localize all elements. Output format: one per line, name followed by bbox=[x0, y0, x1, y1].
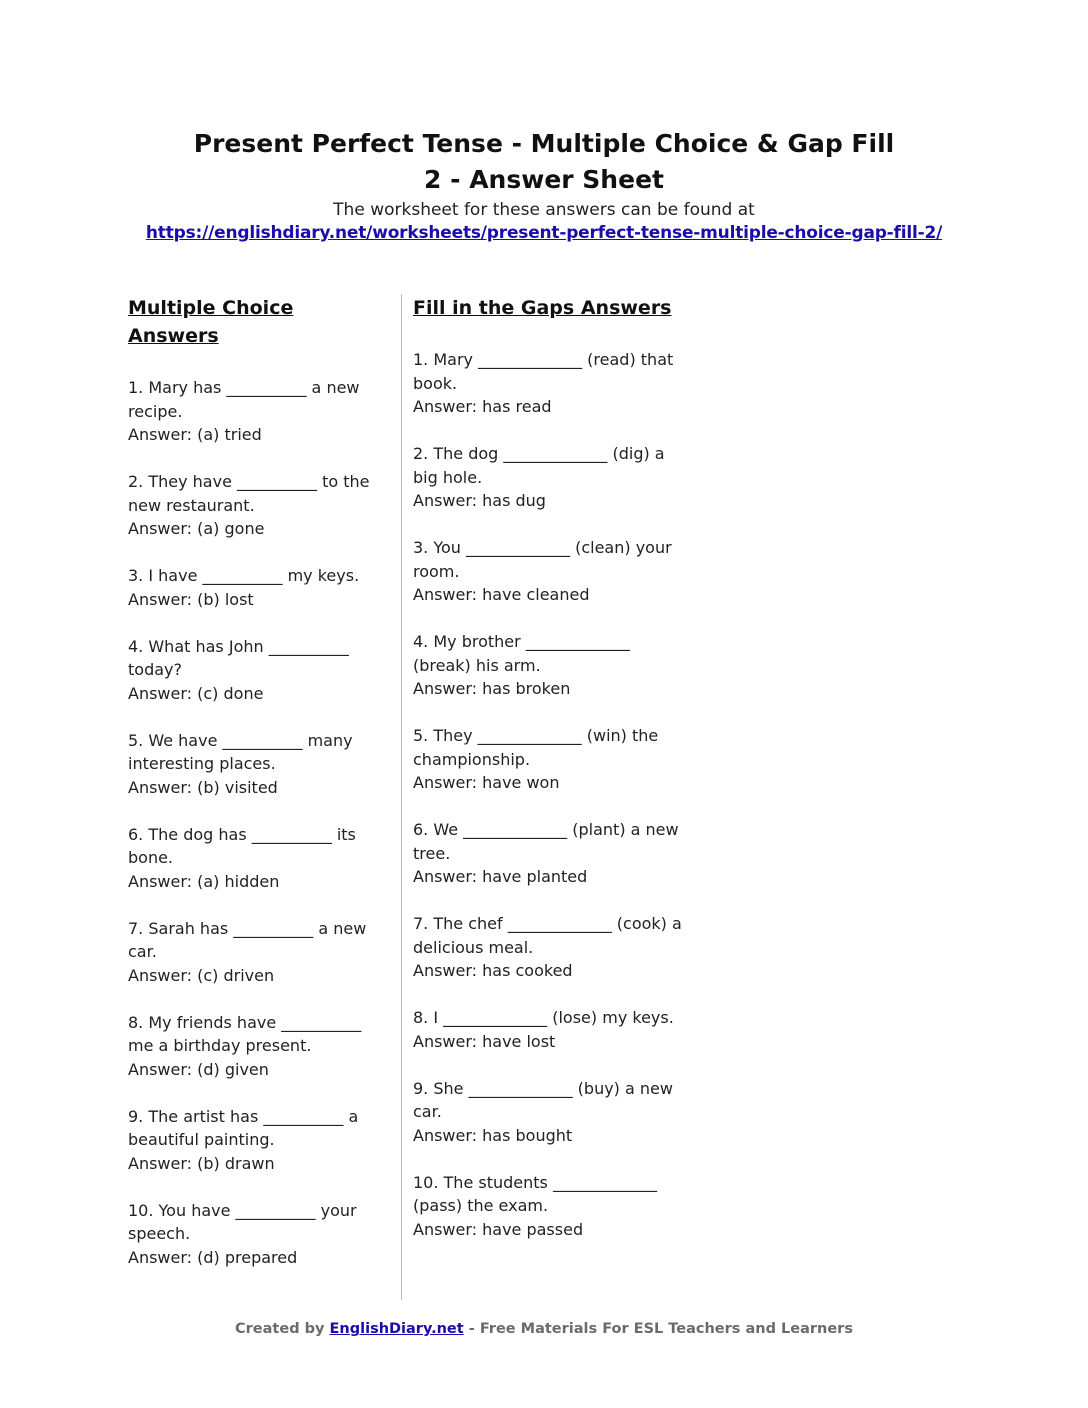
question-text: 7. The chef _____________ (cook) a delicious meal. bbox=[413, 914, 682, 957]
list-item bbox=[413, 912, 688, 983]
question-text: 3. I have __________ my keys. bbox=[128, 566, 360, 585]
question-text: 6. The dog has __________ its bone. bbox=[128, 824, 356, 867]
answer-text: Answer: have passed bbox=[413, 1219, 584, 1239]
gap-fill-column bbox=[413, 294, 688, 1265]
list-item bbox=[128, 729, 390, 800]
list-item bbox=[413, 724, 688, 795]
question-text: 2. The dog _____________ (dig) a big hole. bbox=[413, 444, 665, 487]
list-item bbox=[413, 442, 688, 513]
list-item bbox=[413, 348, 688, 419]
page-subtitle: The worksheet for these answers can be found at bbox=[333, 200, 755, 220]
page-title: Present Perfect Tense - Multiple Choice & Gap Fill 2 - Answer Sheet bbox=[193, 129, 895, 194]
multiple-choice-heading: Multiple Choice Answers bbox=[128, 297, 294, 347]
list-item bbox=[413, 1077, 688, 1148]
footer-suffix: - Free Materials For ESL Teachers and Learners bbox=[468, 1321, 853, 1337]
answer-text: Answer: has read bbox=[413, 397, 552, 416]
answer-text: Answer: (c) driven bbox=[128, 965, 275, 985]
answer-text: Answer: (a) gone bbox=[128, 519, 265, 538]
answer-text: Answer: has bought bbox=[413, 1125, 573, 1145]
question-text: 9. The artist has __________ a beautiful painting. bbox=[128, 1106, 359, 1149]
list-item bbox=[128, 823, 390, 894]
list-item bbox=[413, 630, 688, 701]
answer-text: Answer: (a) hidden bbox=[128, 871, 280, 891]
answer-text: Answer: has dug bbox=[413, 491, 546, 510]
gap-fill-heading: Fill in the Gaps Answers bbox=[413, 297, 672, 319]
question-text: 1. Mary _____________ (read) that book. bbox=[413, 350, 674, 393]
answer-text: Answer: (b) drawn bbox=[128, 1153, 275, 1173]
answer-text: Answer: (d) given bbox=[128, 1059, 269, 1079]
question-text: 1. Mary has __________ a new recipe. bbox=[128, 378, 360, 421]
footer-prefix: Created by bbox=[235, 1321, 325, 1337]
question-text: 5. They _____________ (win) the championship. bbox=[413, 726, 659, 769]
question-text: 7. Sarah has __________ a new car. bbox=[128, 918, 367, 961]
list-item bbox=[128, 635, 390, 706]
question-text: 10. The students _____________ (pass) the exam. bbox=[413, 1172, 657, 1215]
question-text: 5. We have __________ many interesting places. bbox=[128, 730, 353, 773]
multiple-choice-column bbox=[128, 294, 390, 1293]
list-item bbox=[128, 1011, 390, 1082]
answer-text: Answer: (a) tried bbox=[128, 425, 262, 444]
answer-text: Answer: (b) visited bbox=[128, 777, 278, 797]
question-text: 9. She _____________ (buy) a new car. bbox=[413, 1078, 673, 1121]
question-text: 2. They have __________ to the new restaurant. bbox=[128, 472, 370, 515]
answer-text: Answer: has broken bbox=[413, 679, 571, 698]
answer-text: Answer: has cooked bbox=[413, 961, 573, 980]
answer-text: Answer: have cleaned bbox=[413, 585, 590, 604]
list-item bbox=[413, 536, 688, 607]
question-text: 4. My brother _____________ (break) his arm. bbox=[413, 632, 630, 675]
answer-text: Answer: have lost bbox=[413, 1031, 556, 1051]
footer-brand-link[interactable]: EnglishDiary.net bbox=[329, 1321, 464, 1337]
question-text: 8. My friends have __________ me a birthday present. bbox=[128, 1012, 362, 1055]
list-item bbox=[413, 1006, 688, 1053]
list-item bbox=[128, 1199, 390, 1270]
list-item bbox=[128, 917, 390, 988]
answer-text: Answer: (d) prepared bbox=[128, 1247, 298, 1267]
worksheet-link[interactable]: https://englishdiary.net/worksheets/present-perfect-tense-multiple-choice-gap-fill-2/ bbox=[145, 223, 943, 243]
answer-text: Answer: have won bbox=[413, 773, 560, 792]
question-text: 4. What has John __________ today? bbox=[128, 636, 349, 679]
answer-text: Answer: (b) lost bbox=[128, 589, 254, 609]
answer-text: Answer: have planted bbox=[413, 867, 588, 886]
question-text: 3. You _____________ (clean) your room. bbox=[413, 538, 672, 581]
question-text: 8. I _____________ (lose) my keys. bbox=[413, 1008, 674, 1027]
footer bbox=[0, 1321, 1088, 1337]
question-text: 10. You have __________ your speech. bbox=[128, 1200, 357, 1243]
list-item bbox=[128, 376, 390, 447]
list-item bbox=[128, 1105, 390, 1176]
question-text: 6. We _____________ (plant) a new tree. bbox=[413, 820, 679, 863]
answer-text: Answer: (c) done bbox=[128, 683, 264, 703]
column-divider bbox=[401, 294, 402, 1300]
list-item bbox=[128, 470, 390, 541]
list-item bbox=[413, 818, 688, 889]
list-item bbox=[128, 564, 390, 611]
list-item bbox=[413, 1171, 688, 1242]
